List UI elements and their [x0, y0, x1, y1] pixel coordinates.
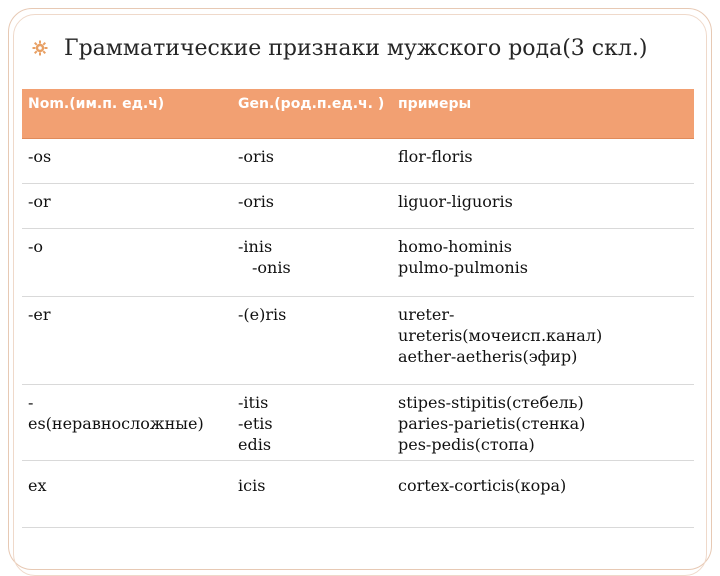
cell-text: -os [28, 147, 52, 166]
table-row [22, 385, 694, 461]
cell-text: -onis [252, 258, 291, 277]
sun-cog-bullet-icon [32, 40, 48, 56]
declension-table [22, 89, 694, 528]
slide-heading [32, 34, 672, 64]
cell-text: ex [28, 476, 47, 495]
cell-text: pes-pedis(стопа) [398, 435, 535, 454]
cell-text: -er [28, 305, 51, 324]
cell-text: -etis [238, 414, 273, 433]
cell-nom [22, 184, 232, 229]
cell-text: es(неравносложные) [28, 414, 204, 433]
table-row [22, 229, 694, 297]
cell-nom [22, 139, 232, 184]
cell-examples [392, 297, 694, 385]
cell-nom [22, 229, 232, 297]
cell-gen [232, 297, 392, 385]
cell-gen [232, 385, 392, 461]
cell-text: stipes-stipitis(стебель) [398, 393, 584, 412]
cell-examples [392, 139, 694, 184]
cell-text: -oris [238, 192, 275, 211]
cell-text: -o [28, 237, 44, 256]
cell-text: ureteris(мочеисп.канал) [398, 326, 603, 345]
cell-text: -or [28, 192, 51, 211]
table-row [22, 297, 694, 385]
cell-text: ureter- [398, 305, 455, 324]
cell-text: homo-hominis [398, 237, 513, 256]
table-row [22, 461, 694, 528]
cell-text: flor-floris [398, 147, 473, 166]
cell-gen [232, 461, 392, 528]
cell-examples [392, 461, 694, 528]
cell-text: -itis [238, 393, 269, 412]
table-header-row [22, 89, 694, 139]
header-gen: Gen.(род.п.ед.ч. ) [232, 89, 392, 139]
cell-text: cortex-corticis(кора) [398, 476, 567, 495]
table-row [22, 139, 694, 184]
cell-nom [22, 297, 232, 385]
heading-text: Грамматические признаки мужского рода(3 скл.) [64, 36, 648, 61]
cell-text: -oris [238, 147, 275, 166]
cell-text: edis [238, 435, 272, 454]
table-row [22, 184, 694, 229]
cell-nom [22, 385, 232, 461]
cell-text: pulmo-pulmonis [398, 258, 528, 277]
cell-nom [22, 461, 232, 528]
cell-examples [392, 184, 694, 229]
cell-text: icis [238, 476, 266, 495]
cell-gen [232, 184, 392, 229]
cell-gen [232, 229, 392, 297]
cell-text: - [28, 393, 34, 412]
cell-text: -(e)ris [238, 305, 287, 324]
header-nom: Nom.(им.п. ед.ч) [22, 89, 232, 139]
cell-text: -inis [238, 237, 273, 256]
cell-text: paries-parietis(стенка) [398, 414, 586, 433]
cell-gen [232, 139, 392, 184]
cell-examples [392, 229, 694, 297]
header-examples: примеры [392, 89, 694, 139]
cell-text: aether-aetheris(эфир) [398, 347, 578, 366]
cell-examples [392, 385, 694, 461]
cell-text: liguor-liguoris [398, 192, 513, 211]
